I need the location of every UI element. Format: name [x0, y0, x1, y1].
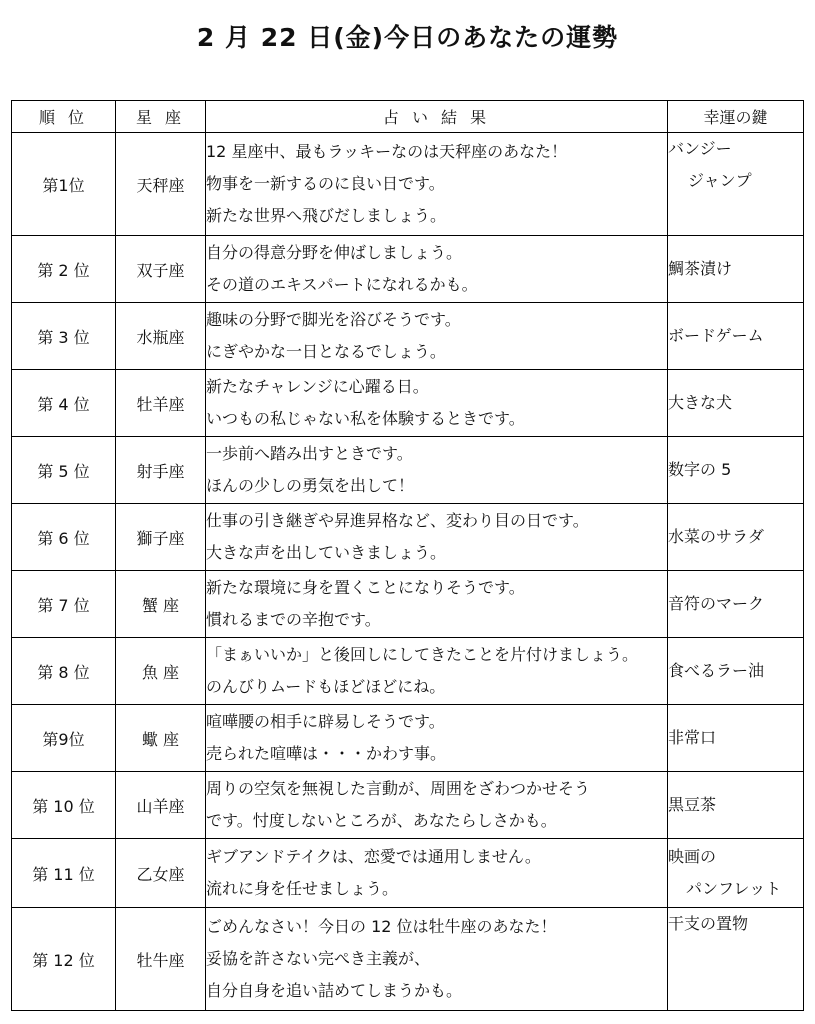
table-row — [12, 908, 804, 1011]
table-row — [12, 504, 804, 571]
sign-cell: 蠍 座 — [116, 705, 206, 772]
result-line: 仕事の引き継ぎや昇進昇格など、変わり目の日です。 — [206, 511, 589, 530]
rank-cell: 第 10 位 — [12, 772, 116, 839]
table-row — [12, 571, 804, 638]
result-cell — [206, 705, 668, 772]
lucky-key-cell — [668, 504, 804, 571]
sign-cell: 射手座 — [116, 437, 206, 504]
result-cell — [206, 236, 668, 303]
fortune-table — [11, 100, 804, 1011]
result-line: です。忖度しないところが、あなたらしさかも。 — [206, 811, 557, 830]
table-row — [12, 839, 804, 908]
table-row — [12, 437, 804, 504]
table-row — [12, 772, 804, 839]
result-cell — [206, 638, 668, 705]
lucky-key-line: パンフレット — [686, 879, 782, 898]
result-line: 自分の得意分野を伸ばしましょう。 — [206, 243, 463, 262]
result-line: のんびりムードもほどほどにね。 — [206, 677, 446, 696]
sign-cell: 山羊座 — [116, 772, 206, 839]
result-line: いつもの私じゃない私を体験するときです。 — [206, 409, 525, 428]
table-row — [12, 133, 804, 236]
rank-cell: 第 11 位 — [12, 839, 116, 908]
result-line: 売られた喧嘩は・・・かわす事。 — [206, 744, 447, 763]
lucky-key-line: 黒豆茶 — [668, 795, 717, 814]
page-title: 2 月 22 日(金)今日のあなたの運勢 — [196, 23, 619, 52]
lucky-key-cell — [668, 638, 804, 705]
lucky-key-cell — [668, 908, 804, 1011]
result-line: 「まぁいいか」と後回しにしてきたことを片付けましょう。 — [206, 645, 639, 664]
header-row — [12, 101, 804, 133]
lucky-key-cell — [668, 772, 804, 839]
lucky-key-line: 鯛茶漬け — [668, 259, 733, 278]
lucky-key-line: 非常口 — [668, 728, 717, 747]
lucky-key-line: 干支の置物 — [668, 914, 749, 933]
result-line: 大きな声を出していきましょう。 — [206, 543, 447, 562]
table-row — [12, 638, 804, 705]
lucky-key-line: バンジー — [668, 139, 732, 158]
rank-cell: 第 5 位 — [12, 437, 116, 504]
sign-cell: 水瓶座 — [116, 303, 206, 370]
lucky-key-line: 大きな犬 — [668, 393, 733, 412]
lucky-key-line: 食べるラー油 — [668, 661, 765, 680]
result-cell — [206, 133, 668, 236]
rank-cell: 第 7 位 — [12, 571, 116, 638]
sign-cell: 双子座 — [116, 236, 206, 303]
sign-cell: 天秤座 — [116, 133, 206, 236]
header-result: 占 い 結 果 — [206, 101, 668, 133]
result-line: 新たな世界へ飛びだしましょう。 — [206, 206, 447, 225]
result-line: 周りの空気を無視した言動が、周囲をざわつかせそう — [206, 779, 591, 798]
result-line: 慣れるまでの辛抱です。 — [206, 610, 381, 629]
result-cell — [206, 839, 668, 908]
sign-cell: 牡牛座 — [116, 908, 206, 1011]
sign-cell: 魚 座 — [116, 638, 206, 705]
rank-cell: 第 12 位 — [12, 908, 116, 1011]
result-line: その道のエキスパートになれるかも。 — [206, 275, 478, 294]
rank-cell: 第 3 位 — [12, 303, 116, 370]
result-cell — [206, 303, 668, 370]
table-row — [12, 705, 804, 772]
rank-cell: 第 4 位 — [12, 370, 116, 437]
table-row — [12, 303, 804, 370]
result-cell — [206, 504, 668, 571]
lucky-key-line: ジャンプ — [688, 171, 752, 190]
result-line: 新たな環境に身を置くことになりそうです。 — [206, 578, 525, 597]
result-line: 新たなチャレンジに心躍る日。 — [206, 377, 429, 396]
lucky-key-cell — [668, 705, 804, 772]
rank-cell: 第1位 — [12, 133, 116, 236]
result-line: 自分自身を追い詰めてしまうかも。 — [206, 981, 463, 1000]
lucky-key-cell — [668, 236, 804, 303]
rank-cell: 第9位 — [12, 705, 116, 772]
result-line: 流れに身を任せましょう。 — [206, 879, 399, 898]
result-cell — [206, 908, 668, 1011]
result-line: ほんの少しの勇気を出して！ — [206, 476, 415, 495]
lucky-key-line: ボードゲーム — [668, 326, 764, 345]
result-line: 一歩前へ踏み出すときです。 — [206, 444, 413, 463]
lucky-key-line: 映画の — [668, 847, 717, 866]
lucky-key-line: 水菜のサラダ — [668, 527, 764, 546]
result-line: 喧嘩腰の相手に辟易しそうです。 — [206, 712, 445, 731]
sign-cell: 牡羊座 — [116, 370, 206, 437]
result-line: ごめんなさい！今日の 12 位は牡牛座のあなた！ — [206, 917, 557, 936]
lucky-key-cell — [668, 303, 804, 370]
result-cell — [206, 571, 668, 638]
result-line: 趣味の分野で脚光を浴びそうです。 — [206, 310, 461, 329]
lucky-key-cell — [668, 571, 804, 638]
rank-cell: 第 6 位 — [12, 504, 116, 571]
lucky-key-line: 音符のマーク — [668, 594, 765, 613]
result-line: 物事を一新するのに良い日です。 — [206, 174, 445, 193]
result-line: 12 星座中、最もラッキーなのは天秤座のあなた！ — [206, 142, 568, 161]
result-line: 妥協を許さない完ぺき主義が、 — [206, 949, 431, 968]
header-rank: 順 位 — [12, 101, 116, 133]
lucky-key-cell — [668, 133, 804, 236]
header-sign: 星 座 — [116, 101, 206, 133]
table-row — [12, 370, 804, 437]
header-key: 幸運の鍵 — [668, 101, 804, 133]
lucky-key-cell — [668, 839, 804, 908]
table-row — [12, 236, 804, 303]
result-cell — [206, 772, 668, 839]
rank-cell: 第 8 位 — [12, 638, 116, 705]
sign-cell: 蟹 座 — [116, 571, 206, 638]
result-cell — [206, 437, 668, 504]
result-cell — [206, 370, 668, 437]
lucky-key-line: 数字の 5 — [668, 460, 732, 479]
rank-cell: 第 2 位 — [12, 236, 116, 303]
result-line: にぎやかな一日となるでしょう。 — [206, 342, 446, 361]
sign-cell: 乙女座 — [116, 839, 206, 908]
sign-cell: 獅子座 — [116, 504, 206, 571]
result-line: ギブアンドテイクは、恋愛では通用しません。 — [206, 847, 541, 866]
lucky-key-cell — [668, 370, 804, 437]
lucky-key-cell — [668, 437, 804, 504]
